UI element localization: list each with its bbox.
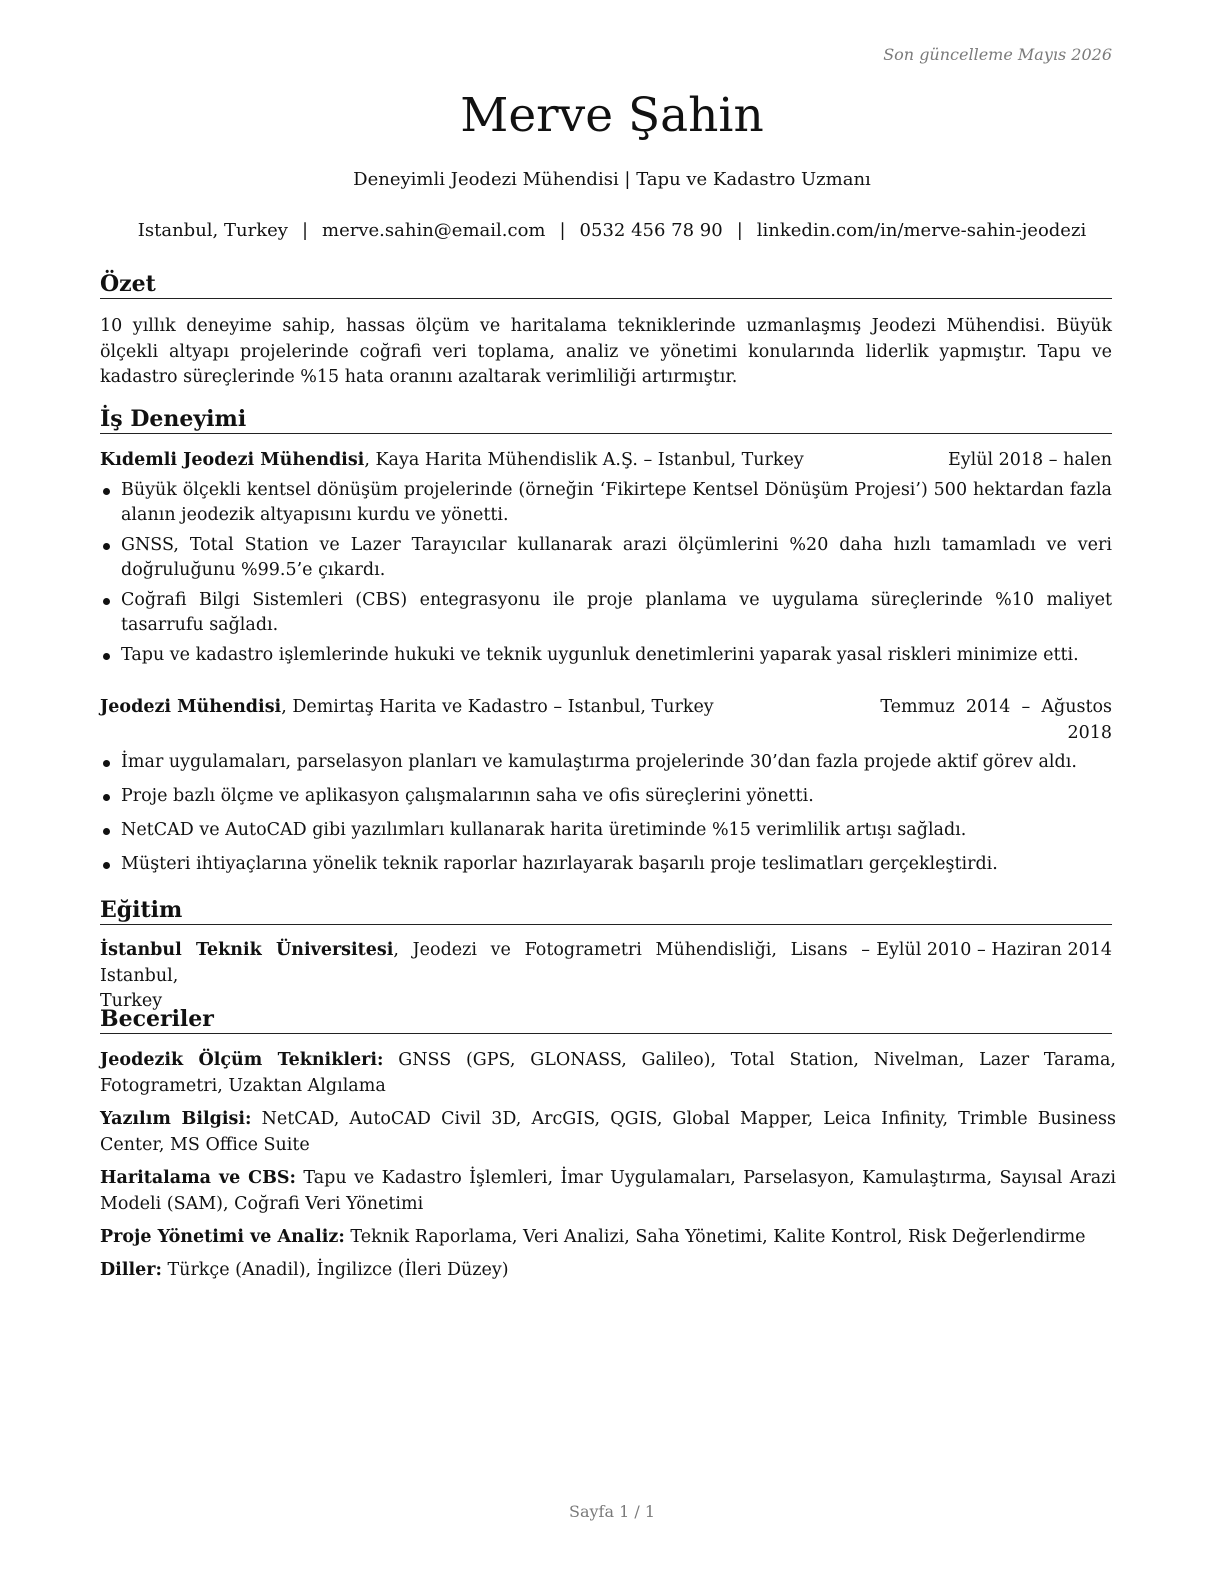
- job-header: [100, 695, 1112, 743]
- contact-email[interactable]: merve.sahin@email.com: [322, 220, 546, 241]
- job-bullet: İmar uygulamaları, parselasyon planları ve kamulaştırma projelerinde 30’dan fazla projede aktif görev aldı.: [100, 750, 1112, 775]
- contact-linkedin[interactable]: linkedin.com/in/merve-sahin-jeodezi: [756, 220, 1087, 241]
- contact-location: Istanbul, Turkey: [137, 220, 288, 241]
- job-role: Kıdemli Jeodezi Mühendisi: [100, 450, 365, 470]
- job-bullet: Tapu ve kadastro işlemlerinde hukuki ve teknik uygunluk denetimlerini yaparak yasal riskleri minimize etti.: [100, 643, 1112, 668]
- contact-phone: 0532 456 78 90: [579, 220, 723, 241]
- education-detail: , Jeodezi ve Fotogrametri Mühendisliği, Lisans – Istanbul,: [100, 940, 870, 986]
- contact-line: [0, 219, 1224, 243]
- job-bullet: Büyük ölçekli kentsel dönüşüm projelerinde (örneğin ‘Fikirtepe Kentsel Dönüşüm Projesi’) 500 hektardan fazla alanın jeodezik altyapısını kurdu ve yönetti.: [100, 478, 1112, 528]
- section-title-education: Eğitim: [100, 896, 1112, 925]
- skill-value: Türkçe (Anadil), İngilizce (İleri Düzey): [161, 1260, 509, 1280]
- job-bullet: Müşteri ihtiyaçlarına yönelik teknik raporlar hazırlayarak başarılı proje teslimatları gerçekleştirdi.: [100, 852, 1112, 877]
- contact-separator: |: [736, 220, 743, 241]
- job-bullets: [100, 478, 1112, 668]
- section-title-experience: İş Deneyimi: [100, 405, 1112, 434]
- candidate-name: Merve Şahin: [460, 88, 764, 143]
- job-bullet: Coğrafi Bilgi Sistemleri (CBS) entegrasyonu ile proje planlama ve uygulama süreçlerinde %10 maliyet tasarrufu sağladı.: [100, 588, 1112, 638]
- skill-label: Haritalama ve CBS:: [100, 1168, 296, 1188]
- skill-row: [100, 1048, 1116, 1099]
- skill-value: NetCAD, AutoCAD Civil 3D, ArcGIS, QGIS, Global Mapper, Leica Infinity, Trimble Business Center, MS Office Suite: [100, 1109, 1116, 1155]
- last-updated: Son güncelleme Mayıs 2026: [883, 45, 1112, 64]
- skill-label: Yazılım Bilgisi:: [100, 1109, 252, 1129]
- skill-label: Proje Yönetimi ve Analiz:: [100, 1227, 345, 1247]
- job-company: , Demirtaş Harita ve Kadastro – Istanbul, Turkey: [281, 697, 714, 717]
- job-dates: Eylül 2018 – halen: [947, 450, 1112, 470]
- headline: Deneyimli Jeodezi Mühendisi | Tapu ve Kadastro Uzmanı: [353, 169, 871, 190]
- skill-label: Diller:: [100, 1260, 162, 1280]
- job-role: Jeodezi Mühendisi: [100, 697, 282, 717]
- skill-value: Teknik Raporlama, Veri Analizi, Saha Yönetimi, Kalite Kontrol, Risk Değerlendirme: [344, 1227, 1086, 1247]
- education-detail-line2: Turkey: [100, 991, 163, 1011]
- skill-row: [100, 1107, 1116, 1158]
- skill-value: Tapu ve Kadastro İşlemleri, İmar Uygulamaları, Parselasyon, Kamulaştırma, Sayısal Arazi Modeli (SAM), Coğrafi Veri Yönetimi: [100, 1168, 1117, 1214]
- skill-row: [100, 1225, 1116, 1251]
- summary-text: 10 yıllık deneyime sahip, hassas ölçüm ve haritalama tekniklerinde uzmanlaşmış Jeodezi Mühendisi. Büyük ölçekli altyapı projelerinde coğrafi veri toplama, analiz ve yönetimi konularında liderlik yapmıştır. Tapu ve kadastro süreçlerinde %15 hata oranını azaltarak verimliliği artırmıştır.: [100, 316, 1112, 387]
- job-bullets: [100, 750, 1112, 877]
- page-footer: Sayfa 1 / 1: [568, 1502, 655, 1521]
- contact-separator: |: [301, 220, 309, 241]
- skill-label: Jeodezik Ölçüm Teknikleri:: [100, 1050, 384, 1070]
- job-dates: Temmuz 2014 – Ağustos 2018: [880, 697, 1112, 743]
- job-bullet: NetCAD ve AutoCAD gibi yazılımları kullanarak harita üretiminde %15 verimlilik artışı sağladı.: [100, 818, 1112, 843]
- job-company: , Kaya Harita Mühendislik A.Ş. – Istanbul, Turkey: [364, 450, 804, 470]
- job-header: [100, 448, 1112, 474]
- section-title-skills: Beceriler: [100, 1005, 1112, 1034]
- contact-separator: |: [559, 220, 566, 241]
- job-bullet: GNSS, Total Station ve Lazer Tarayıcılar kullanarak arazi ölçümlerini %20 daha hızlı tamamladı ve veri doğruluğunu %99.5’e çıkardı.: [100, 533, 1112, 583]
- education-school: İstanbul Teknik Üniversitesi: [100, 940, 394, 960]
- education-dates: Eylül 2010 – Haziran 2014: [876, 940, 1112, 960]
- section-title-summary: Özet: [100, 270, 1112, 299]
- skill-row: [100, 1258, 1116, 1284]
- education-entry: [100, 938, 1112, 1015]
- skill-value: GNSS (GPS, GLONASS, Galileo), Total Station, Nivelman, Lazer Tarama, Fotogrametri, Uzaktan Algılama: [100, 1050, 1116, 1096]
- skill-row: [100, 1166, 1116, 1217]
- job-bullet: Proje bazlı ölçme ve aplikasyon çalışmalarının saha ve ofis süreçlerini yönetti.: [100, 784, 1112, 809]
